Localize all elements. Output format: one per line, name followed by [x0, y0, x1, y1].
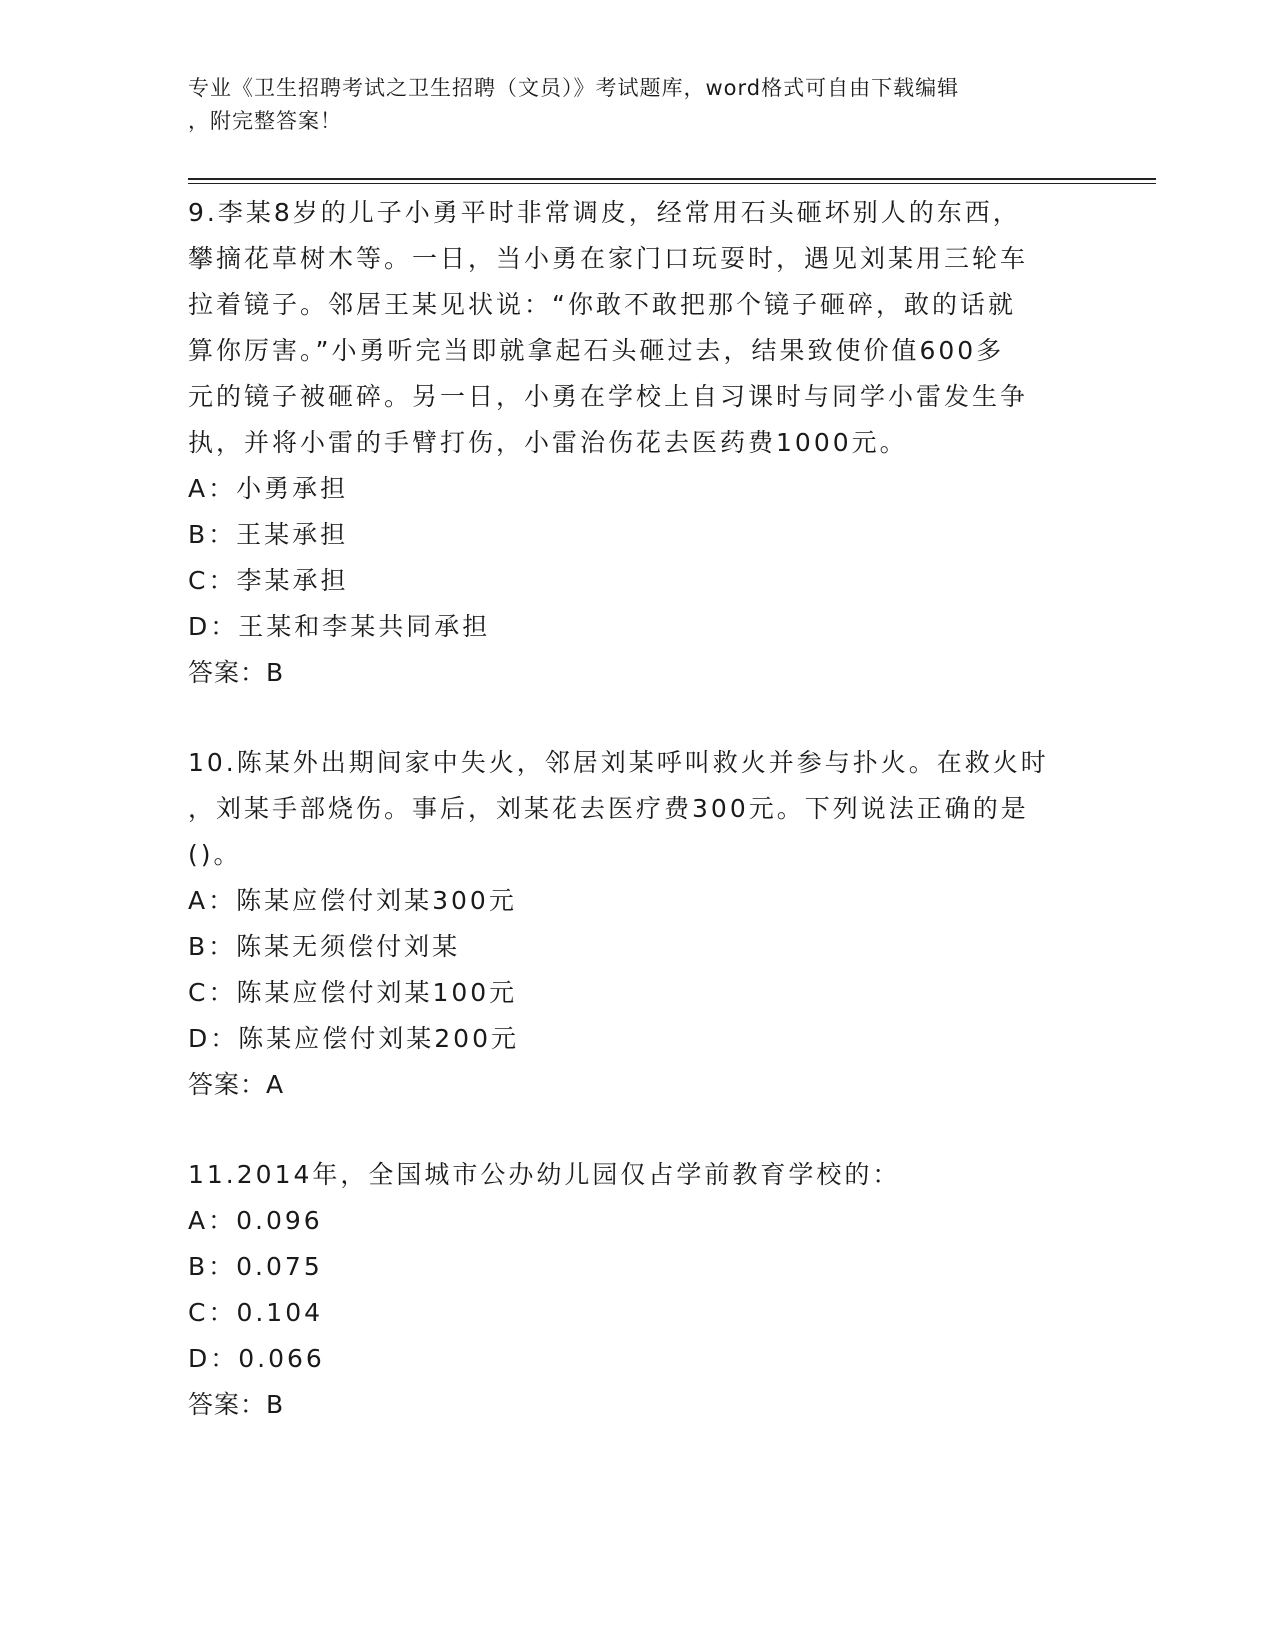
question-stem-line: 执，并将小雷的手臂打伤，小雷治伤花去医药费1000元。	[188, 428, 908, 457]
option-b: B：王某承担	[188, 520, 349, 549]
question-stem-line: 9.李某8岁的儿子小勇平时非常调皮，经常用石头砸坏别人的东西，	[188, 198, 1021, 227]
option-a: A：0.096	[188, 1206, 323, 1235]
question-stem-line: 11.2014年，全国城市公办幼儿园仅占学前教育学校的：	[188, 1160, 901, 1189]
question-stem-line: ，刘某手部烧伤。事后，刘某花去医疗费300元。下列说法正确的是	[188, 794, 1029, 823]
option-a: A：小勇承担	[188, 474, 349, 503]
question-stem-line: 10.陈某外出期间家中失火，邻居刘某呼叫救火并参与扑火。在救火时	[188, 748, 1049, 777]
header-line-1: 专业《卫生招聘考试之卫生招聘（文员）》考试题库，word格式可自由下载编辑	[188, 76, 960, 100]
question-spacer	[188, 696, 1088, 740]
question-stem-line: 元的镜子被砸碎。另一日，小勇在学校上自习课时与同学小雷发生争	[188, 382, 1029, 411]
question-9	[188, 190, 1088, 696]
option-a: A：陈某应偿付刘某300元	[188, 886, 517, 915]
question-11	[188, 1152, 1088, 1428]
option-d: D：陈某应偿付刘某200元	[188, 1024, 519, 1053]
header-line-2: ，附完整答案！	[188, 109, 342, 133]
header-rule-thick	[188, 178, 1156, 180]
question-stem-line: 拉着镜子。邻居王某见状说：“你敢不敢把那个镜子砸碎，敢的话就	[188, 290, 1016, 319]
option-c: C：李某承担	[188, 566, 349, 595]
question-stem-line: 算你厉害。”小勇听完当即就拿起石头砸过去，结果致使价值600多	[188, 336, 1005, 365]
question-stem-line: ()。	[188, 840, 242, 869]
question-list	[188, 190, 1088, 1428]
option-b: B：陈某无须偿付刘某	[188, 932, 461, 961]
question-stem-line: 攀摘花草树木等。一日，当小勇在家门口玩耍时，遇见刘某用三轮车	[188, 244, 1029, 273]
option-c: C：陈某应偿付刘某100元	[188, 978, 518, 1007]
option-d: D：0.066	[188, 1344, 325, 1373]
question-10	[188, 740, 1088, 1108]
option-c: C：0.104	[188, 1298, 324, 1327]
document-header	[188, 72, 1088, 138]
option-b: B：0.075	[188, 1252, 323, 1281]
question-spacer	[188, 1108, 1088, 1152]
option-d: D：王某和李某共同承担	[188, 612, 491, 641]
answer-line: 答案：A	[188, 1070, 285, 1099]
answer-line: 答案：B	[188, 1390, 285, 1419]
answer-line: 答案：B	[188, 658, 285, 687]
header-rule-thin	[188, 183, 1156, 184]
